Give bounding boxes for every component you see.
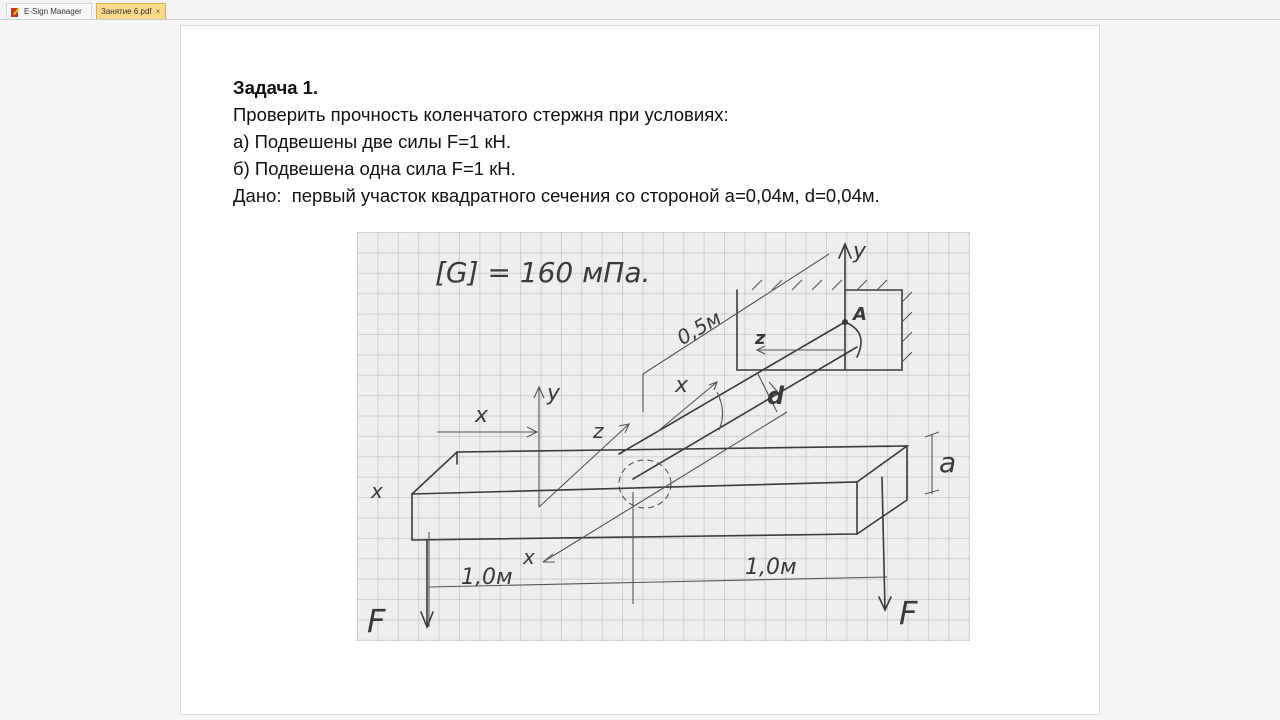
d-label: d [767,382,785,410]
y-axis-label: y [853,239,867,264]
tab-bar [0,0,1280,20]
task-line: Дано: первый участок квадратного сечения со стороной a=0,04м, d=0,04м. [233,185,880,206]
force-label: F [367,602,386,640]
pdf-page [180,25,1100,715]
task-text [233,74,1033,209]
force-label: F [899,594,918,632]
tab-esign-manager[interactable] [6,3,92,19]
a-label: a [939,446,957,479]
length-label: 1,0м [745,555,797,580]
esign-icon [11,7,20,17]
x-axis-label: x [675,373,689,398]
tab-label: Занятие 6.pdf [101,7,152,16]
task-title: Задача 1. [233,77,319,98]
sigma-label: [G] = 160 мПа. [435,256,651,289]
task-line: а) Подвешены две силы F=1 кН. [233,131,512,152]
task-line: Проверить прочность коленчатого стержня при условиях: [233,104,729,125]
x-axis-label: x [371,479,383,503]
z-axis-label: z [755,328,766,349]
y-axis-label: y [547,381,561,406]
document-viewer[interactable] [0,20,1280,720]
sketch-image [357,232,970,641]
length-label: 0,5м [672,305,726,350]
task-line: б) Подвешена одна сила F=1 кН. [233,158,516,179]
x-axis-label: x [475,403,489,428]
z-axis-label: z [593,419,604,443]
point-a-label: A [853,304,867,325]
close-icon[interactable]: × [155,6,161,16]
sketch-drawing [357,232,970,641]
length-label: 1,0м [461,565,513,590]
x-axis-label: x [523,545,535,569]
tab-zanyatie-6-pdf[interactable] [96,3,166,19]
tab-label: E-Sign Manager [24,7,82,16]
